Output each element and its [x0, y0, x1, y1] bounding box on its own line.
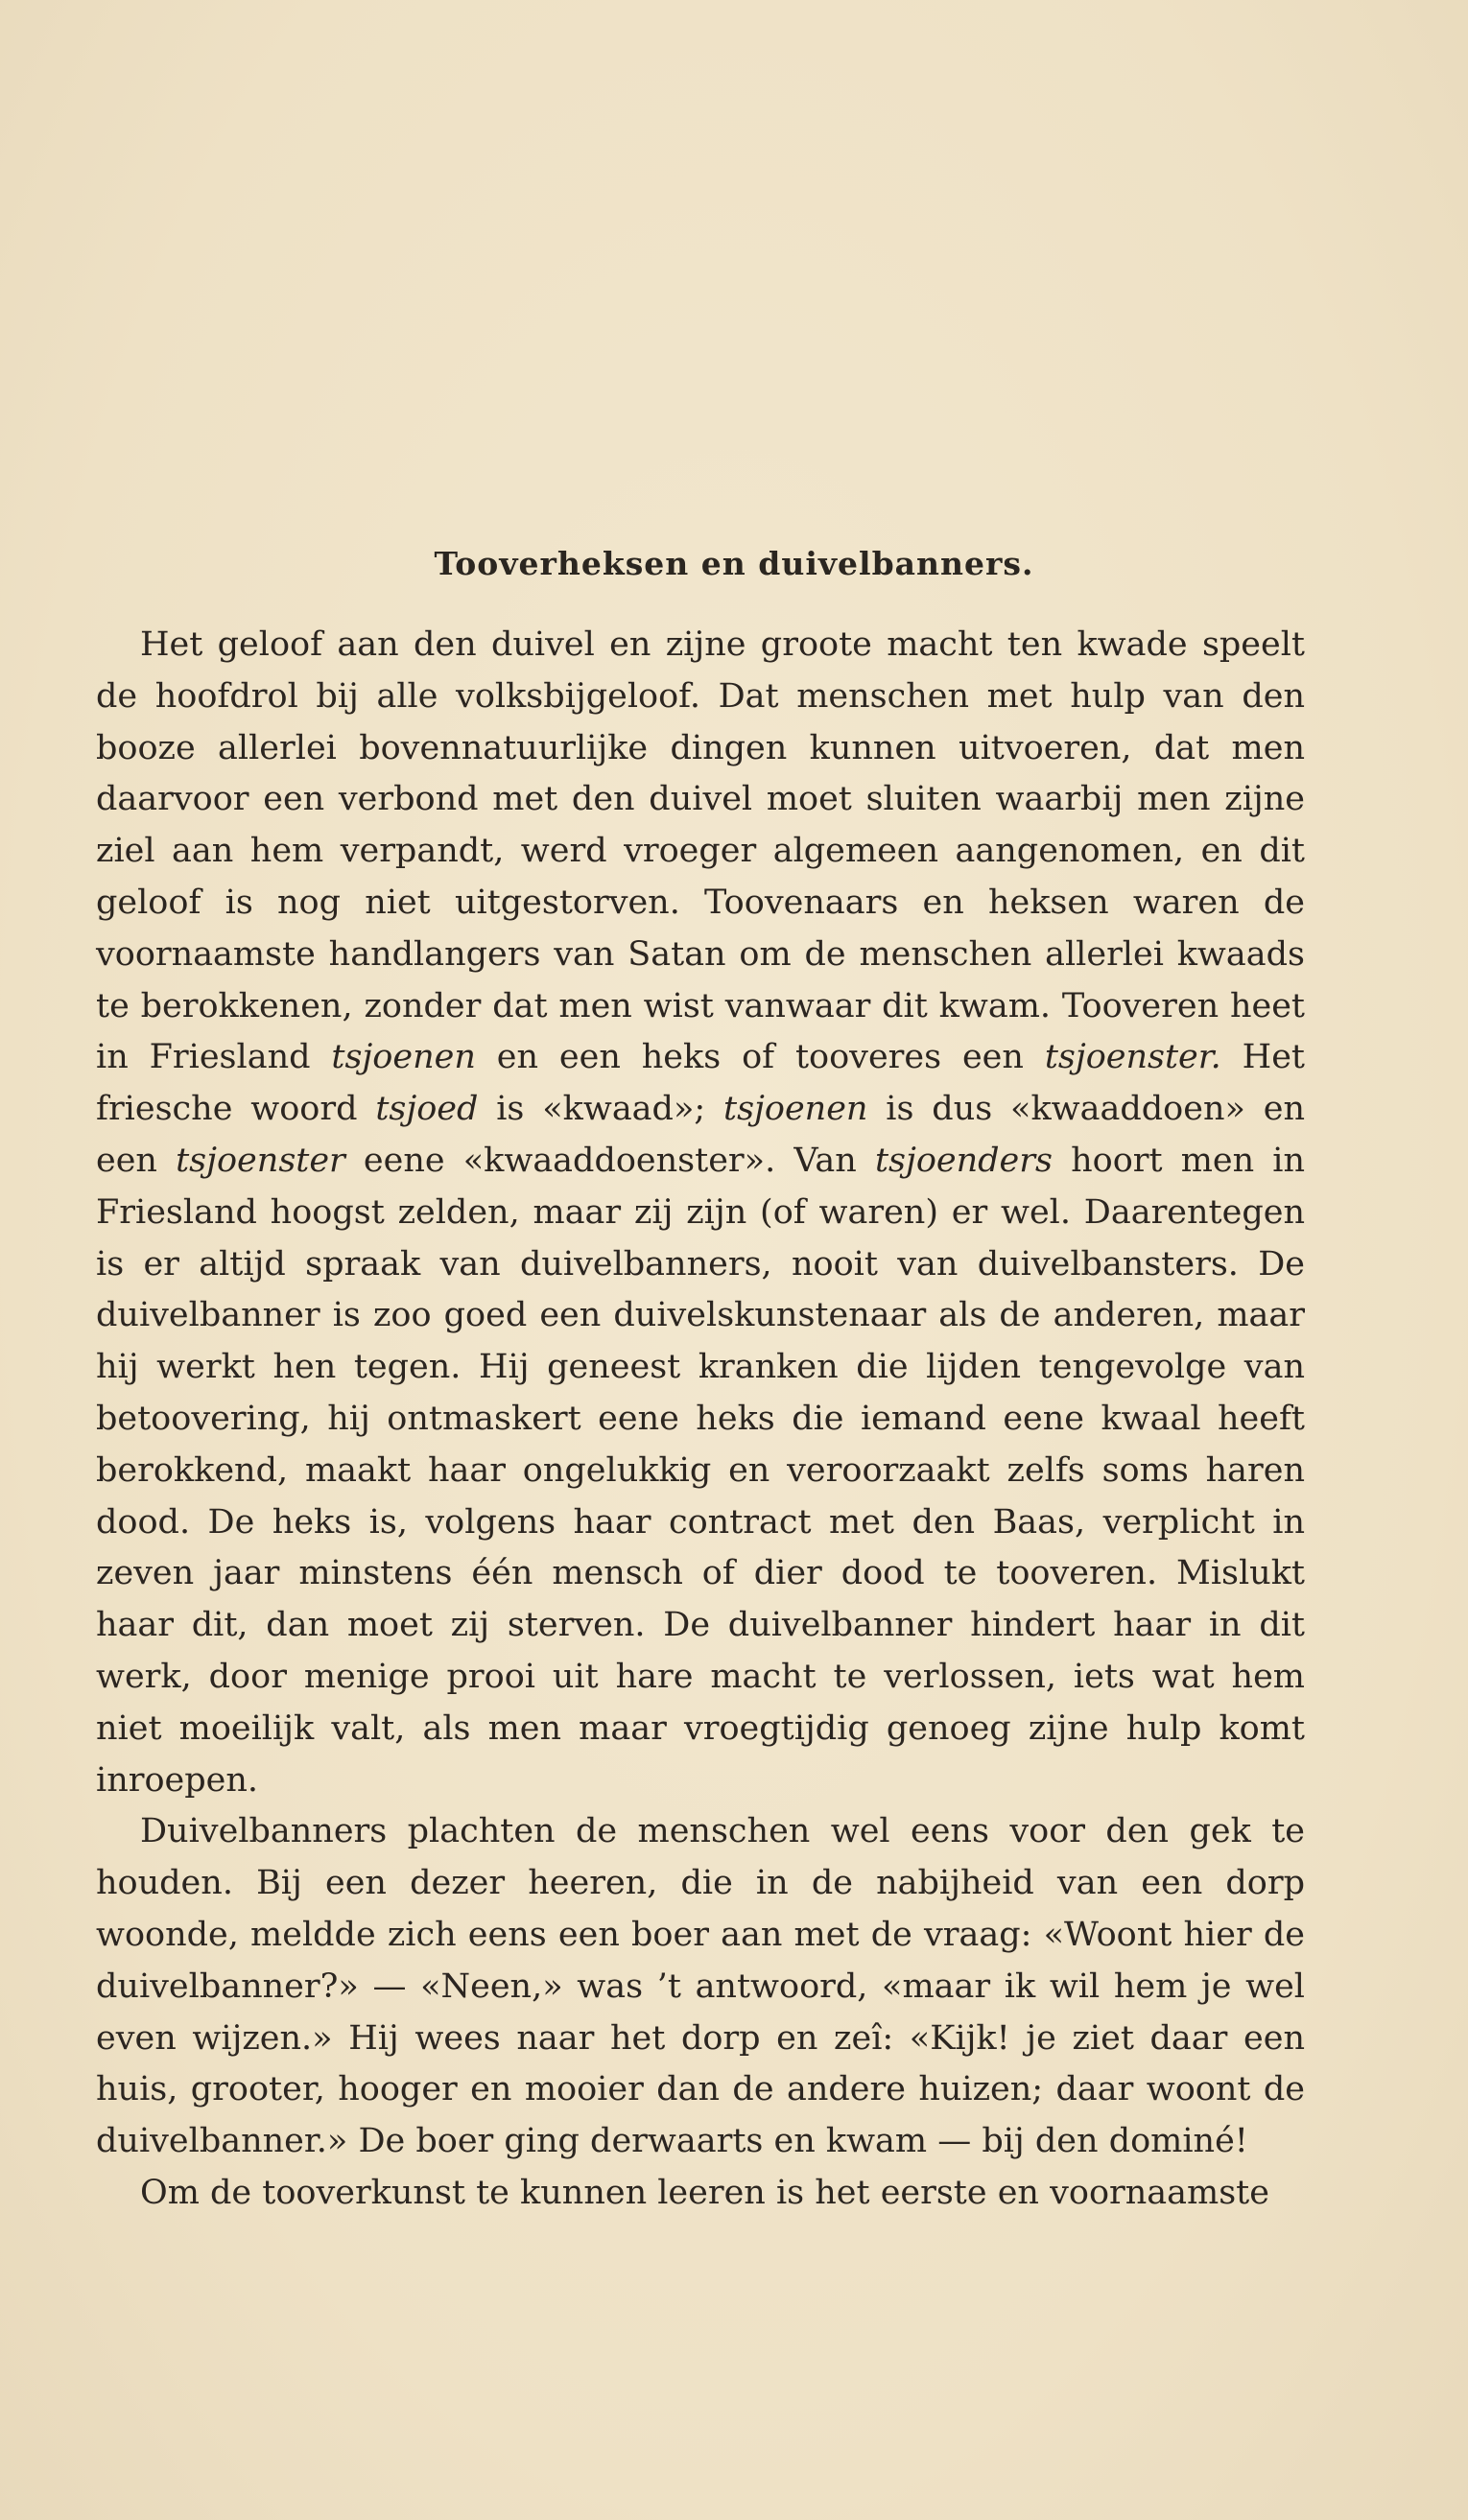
body-text	[96, 620, 1305, 2220]
italic-term: tsjoenster.	[1044, 1038, 1221, 1077]
paragraph-3	[96, 2168, 1305, 2220]
text-run: hoort men in Friesland hoogst zelden, maar zij zijn (of waren) er wel. Daarentegen is er altijd spraak van duivelbanners, nooit van duivelbansters. De duivelbanner is zoo goed een duivelskunstenaar als de anderen, maar hij werkt hen tegen. Hij geneest kranken die lijden tengevolge van betoovering, hij ontmaskert eene heks die iemand eene kwaal heeft berokkend, maakt haar ongelukkig en veroorzaakt zelfs soms haren dood. De heks is, volgens haar contract met den Baas, verplicht in zeven jaar minstens één mensch of dier dood te tooveren. Mislukt haar dit, dan moet zij sterven. De duivelbanner hindert haar in dit werk, door menige prooi uit hare macht te verlossen, iets wat hem niet moeilijk valt, als men maar vroegtijdig genoeg zijne hulp komt inroepen.	[96, 1141, 1306, 1800]
text-run: Het geloof aan den duivel en zijne groote macht ten kwade speelt de hoofdrol bij alle volksbijgeloof. Dat menschen met hulp van den booze allerlei bovennatuurlijke dingen kunnen uitvoeren, dat men daarvoor een verbond met den duivel moet sluiten waarbij men zijne ziel aan hem verpandt, werd vroeger algemeen aangenomen, en dit geloof is nog niet uitgestorven. Toovenaars en heksen waren de voornaamste handlangers van Satan om de menschen allerlei kwaads te berokkenen, zonder dat men wist vanwaar dit kwam. Tooveren heet in Friesland	[96, 625, 1305, 1077]
text-run: is dus «kwaaddoen» en een	[96, 1090, 1305, 1180]
paragraph-1	[96, 620, 1305, 1806]
paragraph-2	[96, 1806, 1305, 2168]
text-run: eene «kwaaddoenster». Van	[344, 1141, 875, 1180]
text-run: Het friesche woord	[96, 1038, 1305, 1129]
italic-term: tsjoenen	[723, 1090, 868, 1129]
italic-term: tsjoenster	[176, 1141, 345, 1180]
text-run: en een heks of tooveres een	[475, 1038, 1045, 1077]
italic-term: tsjoenen	[331, 1038, 476, 1077]
chapter-title: Tooverheksen en duivelbanners.	[434, 545, 1034, 582]
text-run: is «kwaad»;	[478, 1090, 723, 1129]
text-run: Om de tooverkunst te kunnen leeren is het eerste en voornaamste	[140, 2173, 1269, 2212]
text-run: Duivelbanners plachten de menschen wel eens voor den gek te houden. Bij een dezer heeren, die in de nabijheid van een dorp woonde, meldde zich eens een boer aan met de vraag: «Woont hier de duivelbanner?» — «Neen,» was ’t antwoord, «maar ik wil hem je wel even wijzen.» Hij wees naar het dorp en zeî: «Kijk! je ziet daar een huis, grooter, hooger en mooier dan de andere huizen; daar woont de duivelbanner.» De boer ging derwaarts en kwam — bij den dominé!	[96, 1812, 1305, 2161]
italic-term: tsjoed	[375, 1090, 479, 1129]
italic-term: tsjoenders	[874, 1141, 1053, 1180]
